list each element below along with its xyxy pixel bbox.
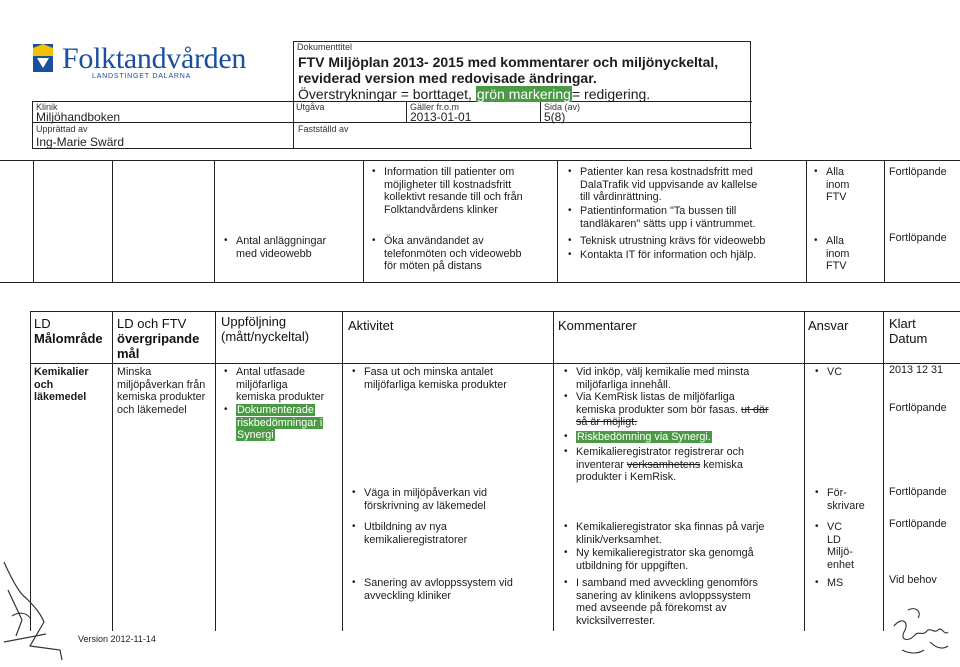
deadline-cell: Fortlöpande: [889, 486, 947, 498]
list-item: • Riskbedömning via Synergi.: [562, 431, 712, 444]
clinic-label: Klinik: [36, 102, 58, 112]
list-item: • Via KemRisk listas de miljöfarliga kemiska produkter som bör fasas. ut där så är möjligt.: [562, 391, 769, 429]
column-header-deadline: Klart Datum: [889, 316, 928, 346]
column-header-ld: LD Målområde: [34, 316, 103, 346]
document-title-line1: FTV Miljöplan 2013- 2015 med kommentarer och miljönyckeltal,: [298, 54, 719, 70]
handwritten-signature-right: [888, 596, 954, 662]
ftv-goal-cell: Minska miljöpåverkan från kemiska produkter och läkemedel: [117, 366, 206, 416]
version-label: Version 2012-11-14: [78, 634, 156, 644]
logo-name: Folktandvården: [62, 42, 247, 75]
list-item: • Sanering av avloppssystem vid avveckling kliniker: [350, 577, 513, 602]
list-item: • Patienter kan resa kostnadsfritt med DalaTrafik vid uppvisande av kallelse till vårdinrättning.: [566, 166, 757, 204]
list-item: • Antal anläggningar med videowebb: [222, 235, 326, 260]
list-item: • Patientinformation "Ta bussen till tandläkaren" sätts upp i väntrummet.: [566, 205, 755, 230]
list-item: • Utbildning av nya kemikalieregistratorer: [350, 521, 467, 546]
responsible-cell: • VC: [813, 366, 842, 379]
legend-line: [298, 86, 650, 102]
deadline-cell: Fortlöpande: [889, 402, 947, 414]
list-item: • Väga in miljöpåverkan vid förskrivning av läkemedel: [350, 487, 487, 512]
list-item: • Teknisk utrustning krävs för videowebb: [566, 235, 765, 248]
created-by-value: Ing-Marie Swärd: [36, 135, 125, 149]
list-item: • Kontakta IT för information och hjälp.: [566, 249, 756, 262]
list-item: • Information till patienter om möjligheter till kostnadsfritt kollektivt resande till och från Folktandvårdens klinker: [370, 166, 523, 216]
document-title-label: Dokumenttitel: [297, 42, 353, 52]
column-header-activity: Aktivitet: [348, 318, 394, 333]
valid-from-label: Gäller fr.o.m: [410, 102, 460, 112]
valid-from-value: 2013-01-01: [410, 110, 472, 124]
deadline-cell: Fortlöpande: [889, 518, 947, 530]
deadline-cell: 2013 12 31: [889, 364, 944, 376]
column-header-followup: Uppföljning (mått/nyckeltal): [221, 314, 310, 344]
deadline-cell: Fortlöpande: [889, 232, 947, 244]
approved-by-label: Fastställd av: [298, 124, 349, 134]
list-item: • Öka användandet av telefonmöten och videowebb för möten på distans: [370, 235, 521, 273]
clinic-value: Miljöhandboken: [36, 110, 121, 124]
legend-green-mark: grön markering: [476, 86, 571, 102]
deadline-cell: Fortlöpande: [889, 166, 947, 178]
logo-subtitle: LANDSTINGET DALARNA: [92, 73, 192, 80]
column-header-ftv-goal: LD och FTV övergripande mål: [117, 316, 200, 361]
target-area-cell: Kemikalier och läkemedel: [34, 366, 89, 403]
responsible-cell: • VC LD Miljö- enhet: [813, 521, 854, 571]
list-item: • Kemikalieregistrator registrerar och inventerar verksamhetens kemiska produkter i KemRisk.: [562, 446, 744, 484]
logo-flag-icon: [33, 44, 53, 72]
responsible-cell: • Alla inom FTV: [812, 166, 849, 204]
responsible-cell: • Alla inom FTV: [812, 235, 849, 273]
created-by-label: Upprättad av: [36, 124, 88, 134]
column-header-comments: Kommentarer: [558, 318, 637, 333]
edition-label: Utgåva: [296, 102, 325, 112]
list-item: • Fasa ut och minska antalet miljöfarliga kemiska produkter: [350, 366, 507, 391]
document-title-line2: reviderad version med redovisade ändringar.: [298, 70, 597, 86]
list-item: • Kemikalieregistrator ska finnas på varje klinik/verksamhet.: [562, 521, 764, 546]
page-value: 5(8): [544, 110, 566, 124]
list-item: • Dokumenterade riskbedömningar i Synergi: [222, 404, 323, 442]
deadline-cell: Vid behov: [889, 574, 937, 586]
legend-strikethrough-text: Överstrykningar = borttaget,: [298, 86, 472, 102]
list-item: • Vid inköp, välj kemikalie med minsta miljöfarliga innehåll.: [562, 366, 749, 391]
legend-edit-text: = redigering.: [571, 86, 651, 102]
list-item: • Ny kemikalieregistrator ska genomgå utbildning för uppgiften.: [562, 547, 754, 572]
column-header-responsible: Ansvar: [808, 318, 849, 333]
list-item: • I samband med avveckling genomförs sanering av klinikens avloppssystem med avseende på förekomst av kvicksilverrester.: [562, 577, 758, 627]
responsible-cell: • MS: [813, 577, 843, 590]
page-label: Sida (av): [544, 102, 581, 112]
list-item: • Antal utfasade miljöfarliga kemiska produkter: [222, 366, 324, 404]
responsible-cell: • För- skrivare: [813, 487, 865, 512]
handwritten-initials-left: [0, 550, 70, 660]
